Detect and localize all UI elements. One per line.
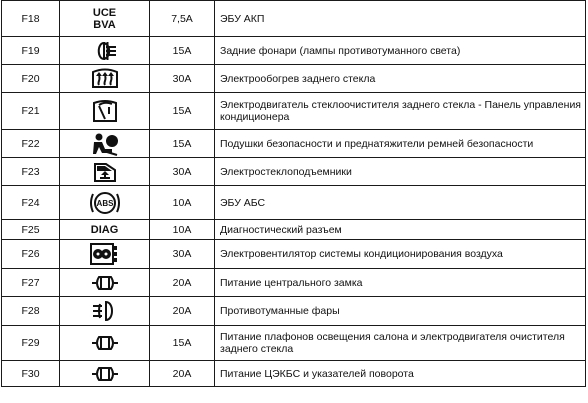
fuse-description: Подушки безопасности и преднатяжители ремней безопасности <box>215 130 586 158</box>
fuse-id: F21 <box>2 93 60 130</box>
fuse-id: F20 <box>2 65 60 93</box>
fuse-description: Электровентилятор системы кондиционирования воздуха <box>215 240 586 269</box>
fuse-description: Электростеклоподъемники <box>215 158 586 186</box>
fuse-id: F23 <box>2 158 60 186</box>
fuse-description: Питание плафонов освещения салона и электродвигателя очистителя заднего стекла <box>215 326 586 361</box>
abs-label: ABS <box>96 198 113 208</box>
icon-text-line: BVA <box>93 18 116 31</box>
ac-fan-icon <box>89 242 121 266</box>
fuse-id: F26 <box>2 240 60 269</box>
fuse-id: F22 <box>2 130 60 158</box>
airbag-icon <box>90 132 120 156</box>
table-row <box>2 240 586 269</box>
rear-fog-lamp-icon <box>92 41 118 61</box>
table-row <box>2 361 586 387</box>
table-row <box>2 326 586 361</box>
fuse-description: Электрообогрев заднего стекла <box>215 65 586 93</box>
fuse-id: F30 <box>2 361 60 387</box>
power-window-icon <box>92 161 118 183</box>
table-row <box>2 186 586 220</box>
fuse-amperage: 30A <box>150 65 215 93</box>
fuse-icon <box>91 334 119 352</box>
fuse-icon <box>91 365 119 383</box>
icon-text-line: UCE <box>92 6 117 19</box>
fuse-amperage: 15A <box>150 37 215 65</box>
fuse-amperage: 15A <box>150 130 215 158</box>
fuse-id: F28 <box>2 297 60 326</box>
fuse-description: Диагностический разъем <box>215 220 586 240</box>
table-row <box>2 130 586 158</box>
fuse-table <box>1 0 586 387</box>
fuse-description: ЭБУ АБС <box>215 186 586 220</box>
fuse-description: Питание ЦЭКБС и указателей поворота <box>215 361 586 387</box>
fuse-amperage: 10A <box>150 220 215 240</box>
icon-text-line: DIAG <box>90 223 119 236</box>
fuse-amperage: 15A <box>150 326 215 361</box>
table-row <box>2 158 586 186</box>
fuse-id: F24 <box>2 186 60 220</box>
fuse-amperage: 15A <box>150 93 215 130</box>
fuse-description: Питание центрального замка <box>215 269 586 297</box>
fuse-id: F19 <box>2 37 60 65</box>
fuse-description: Противотуманные фары <box>215 297 586 326</box>
fuse-description: ЭБУ АКП <box>215 1 586 37</box>
fuse-id: F27 <box>2 269 60 297</box>
table-row <box>2 93 586 130</box>
fuse-amperage: 20A <box>150 269 215 297</box>
rear-defroster-icon <box>90 68 120 90</box>
fuse-id: F25 <box>2 220 60 240</box>
table-row <box>2 220 586 240</box>
fuse-amperage: 30A <box>150 158 215 186</box>
table-row <box>2 37 586 65</box>
diag-label <box>60 220 150 240</box>
fuse-amperage: 10A <box>150 186 215 220</box>
fuse-amperage: 20A <box>150 297 215 326</box>
fuse-amperage: 7,5A <box>150 1 215 37</box>
fuse-id: F18 <box>2 1 60 37</box>
fuse-description: Задние фонари (лампы противотуманного света) <box>215 37 586 65</box>
fuse-description: Электродвигатель стеклоочистителя заднего стекла - Панель управления кондиционера <box>215 93 586 130</box>
table-row <box>2 269 586 297</box>
fuse-icon <box>91 274 119 292</box>
rear-wiper-icon <box>91 98 119 124</box>
fuse-id: F29 <box>2 326 60 361</box>
fuse-amperage: 20A <box>150 361 215 387</box>
front-fog-lamp-icon <box>91 300 119 322</box>
table-row <box>2 65 586 93</box>
ucebva-label <box>60 1 150 37</box>
fuse-amperage: 30A <box>150 240 215 269</box>
table-row <box>2 297 586 326</box>
table-row <box>2 1 586 37</box>
abs-icon <box>88 188 122 218</box>
